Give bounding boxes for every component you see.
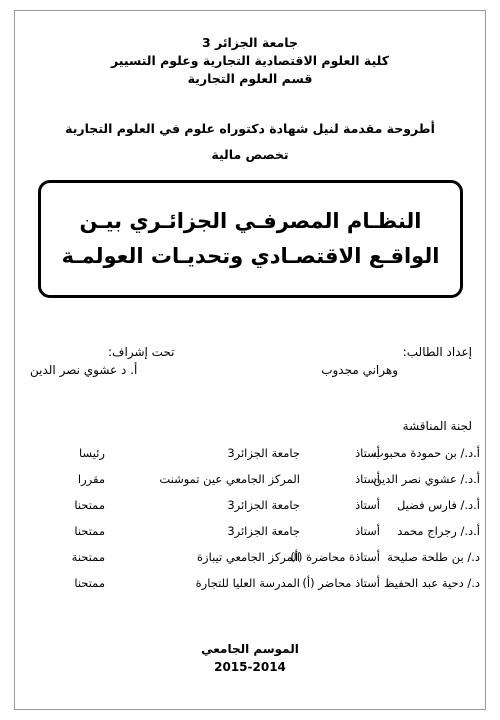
member-institution: جامعة الجزائر3 <box>227 446 300 460</box>
thesis-purpose: أطروحة مقدمة لنيل شهادة دكتوراه علوم في العلوم التجارية <box>65 121 435 136</box>
member-institution: المركز الجامعي تيبازة <box>197 550 300 564</box>
faculty-name: كلية العلوم الاقتصادية التجارية وعلوم التسيير <box>111 53 389 68</box>
member-role: ممتحنة <box>71 550 105 564</box>
thesis-title-box <box>38 180 463 298</box>
institution-header <box>0 34 500 88</box>
member-role: ممتحنا <box>74 498 105 512</box>
member-institution: المركز الجامعي عين تموشنت <box>159 472 300 486</box>
member-name: د./ بن طلحة صليحة <box>387 550 480 564</box>
member-institution: المدرسة العليا للتجارة <box>195 576 300 590</box>
table-row <box>20 550 480 570</box>
student-label: إعداد الطالب: <box>402 345 472 359</box>
title-line-1: النظـام المصرفـي الجزائـري بيـن <box>79 209 422 233</box>
member-name: أ.د./ رجراج محمد <box>397 524 480 538</box>
academic-year-footer <box>0 640 500 676</box>
member-rank: أستاذة محاضرة (أ) <box>290 550 380 564</box>
table-row <box>20 498 480 518</box>
member-name: أ.د./ عشوي نصر الدين <box>373 472 480 486</box>
table-row <box>20 576 480 596</box>
title-line-2: الواقـع الاقتصـادي وتحديـات العولمـة <box>61 244 440 268</box>
table-row <box>20 446 480 466</box>
member-name: أ.د./ بن حمودة محبوب <box>372 446 480 460</box>
table-row <box>20 524 480 544</box>
member-name: أ.د./ فارس فضيل <box>396 498 480 512</box>
page-border <box>14 10 486 710</box>
committee-heading: لجنة المناقشة <box>402 419 472 433</box>
member-role: رئيسا <box>79 446 105 460</box>
member-name: د./ دحية عبد الحفيظ <box>383 576 480 590</box>
member-institution: جامعة الجزائر3 <box>227 498 300 512</box>
supervisor-name: أ. د عشوي نصر الدين <box>30 363 138 377</box>
member-institution: جامعة الجزائر3 <box>227 524 300 538</box>
member-rank: أستاذ محاضر (أ) <box>302 576 380 590</box>
table-row <box>20 472 480 492</box>
academic-year-value: 2015-2014 <box>214 660 286 674</box>
thesis-specialty: تخصص مالية <box>211 147 289 162</box>
member-rank: أستاذ <box>355 446 380 460</box>
member-role: مقررا <box>77 472 105 486</box>
thesis-info <box>0 116 500 168</box>
member-rank: أستاذ <box>355 524 380 538</box>
member-rank: أستاذ <box>355 472 380 486</box>
member-rank: أستاذ <box>355 498 380 512</box>
supervisor-label: تحت إشراف: <box>108 345 175 359</box>
member-role: ممتحنا <box>74 576 105 590</box>
academic-year-label: الموسم الجامعي <box>201 642 299 656</box>
university-name: جامعة الجزائر 3 <box>201 35 298 50</box>
student-name: وهراني مجدوب <box>321 363 398 377</box>
department-name: قسم العلوم التجارية <box>187 71 313 86</box>
member-role: ممتحنا <box>74 524 105 538</box>
